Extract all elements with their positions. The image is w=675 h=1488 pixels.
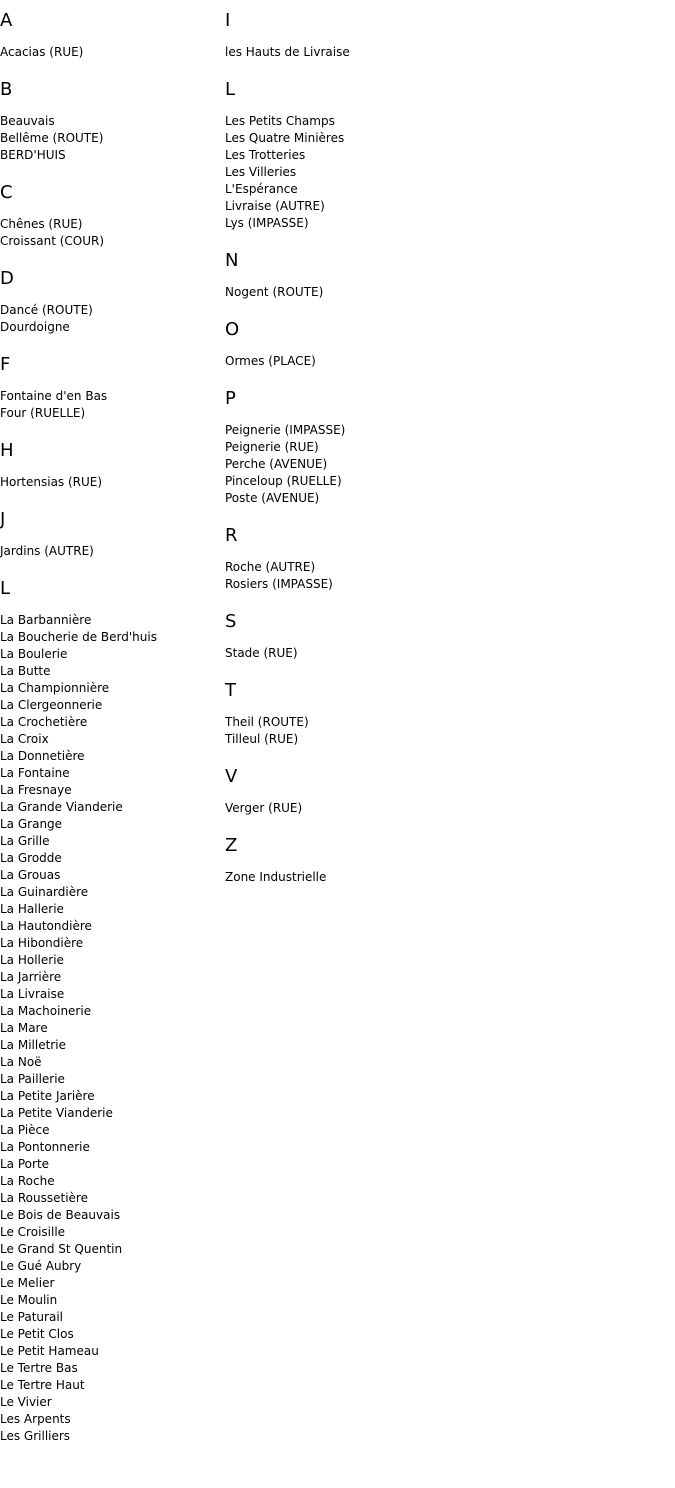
street-link-les-villeries[interactable]: Les Villeries	[225, 165, 297, 179]
street-link-belleme-route[interactable]: Bellême (ROUTE)	[0, 131, 104, 145]
letter-section-p	[225, 388, 525, 507]
street-link-tilleul-rue[interactable]: Tilleul (RUE)	[225, 732, 299, 746]
street-link-le-tertre-haut[interactable]: Le Tertre Haut	[0, 1378, 85, 1392]
street-list	[225, 559, 525, 593]
street-item	[0, 935, 220, 952]
street-link-les-trotteries[interactable]: Les Trotteries	[225, 148, 306, 162]
street-item	[225, 147, 525, 164]
street-item	[225, 800, 525, 817]
street-link-livraise-autre[interactable]: Livraise (AUTRE)	[225, 199, 325, 213]
street-link-les-hauts-de-livraise[interactable]: les Hauts de Livraise	[225, 45, 350, 59]
street-item	[0, 1309, 220, 1326]
street-item	[0, 1411, 220, 1428]
street-link-la-crochetiere[interactable]: La Crochetière	[0, 715, 88, 729]
letter-section-h	[0, 440, 220, 491]
street-item	[0, 850, 220, 867]
street-link-la-grange[interactable]: La Grange	[0, 817, 63, 831]
letter-heading: J	[0, 509, 6, 530]
street-list	[225, 869, 525, 886]
street-item	[0, 1156, 220, 1173]
street-link-la-hollerie[interactable]: La Hollerie	[0, 953, 64, 967]
street-link-hortensias-rue[interactable]: Hortensias (RUE)	[0, 475, 103, 489]
street-item	[0, 697, 220, 714]
street-link-les-arpents[interactable]: Les Arpents	[0, 1412, 71, 1426]
letter-heading: F	[0, 354, 11, 375]
letter-section-f	[0, 354, 220, 422]
street-item	[225, 422, 525, 439]
street-item	[0, 113, 220, 130]
street-list	[225, 800, 525, 817]
street-list	[0, 474, 220, 491]
street-link-zone-industrielle[interactable]: Zone Industrielle	[225, 870, 327, 884]
street-link-la-fontaine[interactable]: La Fontaine	[0, 766, 70, 780]
letter-heading: D	[0, 268, 14, 289]
street-link-acacias-rue[interactable]: Acacias (RUE)	[0, 45, 84, 59]
street-link-la-mare[interactable]: La Mare	[0, 1021, 48, 1035]
street-item	[0, 748, 220, 765]
street-item	[225, 490, 525, 507]
street-item	[0, 833, 220, 850]
street-item	[225, 559, 525, 576]
street-item	[0, 1054, 220, 1071]
street-item	[0, 1428, 220, 1445]
letter-heading: S	[225, 611, 237, 632]
street-link-la-hibondiere[interactable]: La Hibondière	[0, 936, 84, 950]
street-item	[0, 1139, 220, 1156]
street-item	[0, 1241, 220, 1258]
letter-section-i	[225, 10, 525, 61]
letter-section-l	[225, 79, 525, 232]
letter-heading: A	[0, 10, 13, 31]
street-link-stade-rue[interactable]: Stade (RUE)	[225, 646, 298, 660]
street-item	[0, 1224, 220, 1241]
street-link-peignerie-rue[interactable]: Peignerie (RUE)	[225, 440, 319, 454]
street-item	[0, 44, 220, 61]
street-link-la-croix[interactable]: La Croix	[0, 732, 49, 746]
street-link-la-boucherie-de-berd-huis[interactable]: La Boucherie de Berd'huis	[0, 630, 157, 644]
street-link-croissant-cour[interactable]: Croissant (COUR)	[0, 234, 105, 248]
street-link-jardins-autre[interactable]: Jardins (AUTRE)	[0, 544, 94, 558]
street-item	[0, 1258, 220, 1275]
street-link-la-pontonnerie[interactable]: La Pontonnerie	[0, 1140, 90, 1154]
street-link-la-jarriere[interactable]: La Jarrière	[0, 970, 62, 984]
street-item	[0, 986, 220, 1003]
street-item	[0, 680, 220, 697]
street-link-le-tertre-bas[interactable]: Le Tertre Bas	[0, 1361, 78, 1375]
street-link-les-grilliers[interactable]: Les Grilliers	[0, 1429, 71, 1443]
letter-section-l	[0, 578, 220, 1445]
street-link-les-petits-champs[interactable]: Les Petits Champs	[225, 114, 335, 128]
street-item	[225, 130, 525, 147]
street-item	[0, 799, 220, 816]
street-list	[0, 388, 220, 422]
street-link-la-championniere[interactable]: La Championnière	[0, 681, 110, 695]
street-link-lys-impasse[interactable]: Lys (IMPASSE)	[225, 216, 309, 230]
street-link-la-clergeonnerie[interactable]: La Clergeonnerie	[0, 698, 103, 712]
street-item	[0, 1275, 220, 1292]
street-link-le-moulin[interactable]: Le Moulin	[0, 1293, 58, 1307]
street-item	[0, 1292, 220, 1309]
street-list	[0, 216, 220, 250]
street-item	[0, 1360, 220, 1377]
letter-heading: T	[225, 680, 236, 701]
street-index-left-column	[0, 10, 220, 1463]
street-item	[0, 765, 220, 782]
letter-section-n	[225, 250, 525, 301]
street-link-chenes-rue[interactable]: Chênes (RUE)	[0, 217, 83, 231]
street-item	[0, 1122, 220, 1139]
street-link-la-barbanniere[interactable]: La Barbannière	[0, 613, 92, 627]
letter-heading: P	[225, 388, 236, 409]
street-link-la-boulerie[interactable]: La Boulerie	[0, 647, 68, 661]
street-item	[0, 147, 220, 164]
street-item	[225, 164, 525, 181]
street-item	[0, 543, 220, 560]
street-item	[0, 629, 220, 646]
letter-section-j	[0, 509, 220, 560]
street-link-la-petite-vianderie[interactable]: La Petite Vianderie	[0, 1106, 113, 1120]
street-link-beauvais[interactable]: Beauvais	[0, 114, 55, 128]
street-item	[0, 130, 220, 147]
street-item	[225, 731, 525, 748]
street-link-la-machoinerie[interactable]: La Machoinerie	[0, 1004, 92, 1018]
street-link-peignerie-impasse[interactable]: Peignerie (IMPASSE)	[225, 423, 346, 437]
street-item	[0, 1207, 220, 1224]
street-item	[0, 1003, 220, 1020]
street-link-pinceloup-ruelle[interactable]: Pinceloup (RUELLE)	[225, 474, 342, 488]
letter-heading: L	[0, 578, 11, 599]
street-item	[0, 714, 220, 731]
street-list	[0, 44, 220, 61]
street-link-la-porte[interactable]: La Porte	[0, 1157, 50, 1171]
street-link-roche-autre[interactable]: Roche (AUTRE)	[225, 560, 316, 574]
street-item	[0, 216, 220, 233]
street-list	[0, 612, 220, 1445]
street-link-le-petit-hameau[interactable]: Le Petit Hameau	[0, 1344, 99, 1358]
street-link-la-roussetiere[interactable]: La Roussetière	[0, 1191, 88, 1205]
street-link-la-grouas[interactable]: La Grouas	[0, 868, 61, 882]
letter-section-s	[225, 611, 525, 662]
street-item	[0, 884, 220, 901]
street-item	[225, 198, 525, 215]
street-item	[0, 952, 220, 969]
street-item	[0, 731, 220, 748]
street-list	[225, 44, 525, 61]
letter-section-c	[0, 182, 220, 250]
street-item	[0, 405, 220, 422]
street-item	[225, 869, 525, 886]
street-list	[0, 543, 220, 560]
street-link-la-guinardiere[interactable]: La Guinardière	[0, 885, 89, 899]
street-link-fontaine-d-en-bas[interactable]: Fontaine d'en Bas	[0, 389, 108, 403]
street-link-le-melier[interactable]: Le Melier	[0, 1276, 55, 1290]
street-item	[0, 1326, 220, 1343]
street-list	[225, 422, 525, 507]
street-link-la-livraise[interactable]: La Livraise	[0, 987, 65, 1001]
street-item	[225, 473, 525, 490]
street-list	[0, 302, 220, 336]
street-item	[225, 215, 525, 232]
street-item	[0, 969, 220, 986]
street-item	[0, 918, 220, 935]
letter-section-o	[225, 319, 525, 370]
street-link-la-hallerie[interactable]: La Hallerie	[0, 902, 64, 916]
street-item	[0, 302, 220, 319]
street-link-les-quatre-minieres[interactable]: Les Quatre Minières	[225, 131, 345, 145]
street-list	[225, 113, 525, 232]
street-list	[225, 714, 525, 748]
street-link-la-paillerie[interactable]: La Paillerie	[0, 1072, 65, 1086]
street-item	[0, 663, 220, 680]
street-link-perche-avenue[interactable]: Perche (AVENUE)	[225, 457, 328, 471]
street-link-ormes-place[interactable]: Ormes (PLACE)	[225, 354, 316, 368]
letter-heading: L	[225, 79, 236, 100]
street-item	[225, 113, 525, 130]
street-list	[225, 353, 525, 370]
street-link-le-bois-de-beauvais[interactable]: Le Bois de Beauvais	[0, 1208, 121, 1222]
street-link-verger-rue[interactable]: Verger (RUE)	[225, 801, 303, 815]
street-link-le-vivier[interactable]: Le Vivier	[0, 1395, 52, 1409]
letter-heading: C	[0, 182, 13, 203]
street-link-le-croisille[interactable]: Le Croisille	[0, 1225, 66, 1239]
street-link-le-gue-aubry[interactable]: Le Gué Aubry	[0, 1259, 82, 1273]
letter-section-d	[0, 268, 220, 336]
street-link-la-petite-jariere[interactable]: La Petite Jarière	[0, 1089, 95, 1103]
street-link-la-grande-vianderie[interactable]: La Grande Vianderie	[0, 800, 123, 814]
street-item	[0, 1394, 220, 1411]
street-item	[225, 439, 525, 456]
street-link-le-paturail[interactable]: Le Paturail	[0, 1310, 63, 1324]
street-item	[0, 1377, 220, 1394]
letter-section-b	[0, 79, 220, 164]
street-item	[0, 1020, 220, 1037]
letter-section-a	[0, 10, 220, 61]
letter-heading: R	[225, 525, 238, 546]
street-link-la-hautondiere[interactable]: La Hautondière	[0, 919, 92, 933]
letter-heading: Z	[225, 835, 238, 856]
street-link-dourdoigne[interactable]: Dourdoigne	[0, 320, 70, 334]
street-link-le-grand-st-quentin[interactable]: Le Grand St Quentin	[0, 1242, 123, 1256]
street-item	[0, 867, 220, 884]
street-item	[0, 1037, 220, 1054]
street-list	[225, 284, 525, 301]
letter-section-t	[225, 680, 525, 748]
street-link-poste-avenue[interactable]: Poste (AVENUE)	[225, 491, 320, 505]
street-list	[0, 113, 220, 164]
letter-heading: H	[0, 440, 14, 461]
street-item	[0, 1105, 220, 1122]
street-item	[225, 284, 525, 301]
street-item	[0, 1071, 220, 1088]
street-item	[0, 319, 220, 336]
street-item	[0, 612, 220, 629]
street-link-la-milletrie[interactable]: La Milletrie	[0, 1038, 66, 1052]
street-item	[0, 233, 220, 250]
street-link-l-esperance[interactable]: L'Espérance	[225, 182, 298, 196]
street-item	[0, 782, 220, 799]
street-item	[0, 646, 220, 663]
street-link-la-fresnaye[interactable]: La Fresnaye	[0, 783, 72, 797]
street-link-la-roche[interactable]: La Roche	[0, 1174, 55, 1188]
street-item	[0, 388, 220, 405]
street-link-la-piece[interactable]: La Pièce	[0, 1123, 50, 1137]
street-item	[0, 1173, 220, 1190]
street-link-berd-huis[interactable]: BERD'HUIS	[0, 148, 66, 162]
letter-heading: V	[225, 766, 238, 787]
street-link-dance-route[interactable]: Dancé (ROUTE)	[0, 303, 93, 317]
street-item	[0, 1343, 220, 1360]
street-item	[225, 456, 525, 473]
letter-heading: I	[225, 10, 231, 31]
street-item	[225, 44, 525, 61]
street-item	[225, 181, 525, 198]
street-link-la-donnetiere[interactable]: La Donnetière	[0, 749, 85, 763]
letter-heading: O	[225, 319, 240, 340]
street-item	[0, 816, 220, 833]
street-link-la-butte[interactable]: La Butte	[0, 664, 51, 678]
letter-section-z	[225, 835, 525, 886]
street-item	[225, 576, 525, 593]
street-link-la-grille[interactable]: La Grille	[0, 834, 50, 848]
street-link-nogent-route[interactable]: Nogent (ROUTE)	[225, 285, 324, 299]
street-link-la-grodde[interactable]: La Grodde	[0, 851, 62, 865]
street-item	[0, 1190, 220, 1207]
street-item	[0, 474, 220, 491]
street-item	[225, 714, 525, 731]
street-item	[225, 353, 525, 370]
letter-heading: B	[0, 79, 13, 100]
street-link-rosiers-impasse[interactable]: Rosiers (IMPASSE)	[225, 577, 333, 591]
street-link-four-ruelle[interactable]: Four (RUELLE)	[0, 406, 86, 420]
letter-section-v	[225, 766, 525, 817]
letter-section-r	[225, 525, 525, 593]
street-index-right-column	[225, 10, 525, 904]
street-link-le-petit-clos[interactable]: Le Petit Clos	[0, 1327, 74, 1341]
street-item	[0, 901, 220, 918]
letter-heading: N	[225, 250, 239, 271]
street-list	[225, 645, 525, 662]
street-link-la-noe[interactable]: La Noë	[0, 1055, 42, 1069]
street-link-theil-route[interactable]: Theil (ROUTE)	[225, 715, 309, 729]
street-item	[225, 645, 525, 662]
street-item	[0, 1088, 220, 1105]
